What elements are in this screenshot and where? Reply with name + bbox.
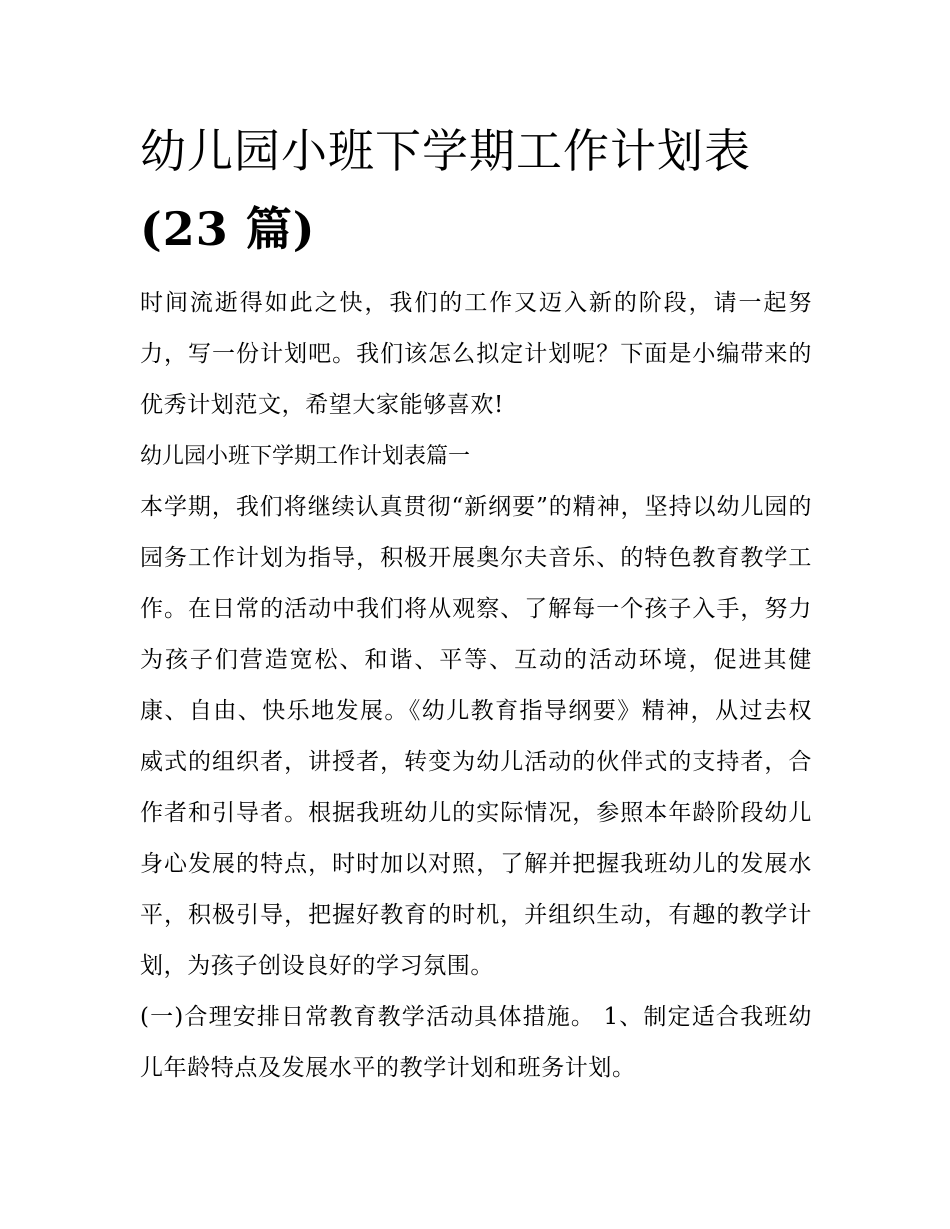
document-page bbox=[140, 112, 812, 1094]
intro-paragraph: 时间流逝得如此之快，我们的工作又迈入新的阶段，请一起努力，写一份计划吧。我们该怎么拟定计划呢？下面是小编带来的优秀计划范文，希望大家能够喜欢! bbox=[140, 290, 812, 418]
document-title-line-1: 幼儿园小班下学期工作计划表 bbox=[140, 124, 751, 178]
document-title bbox=[140, 112, 812, 268]
body-paragraph: 本学期，我们将继续认真贯彻“新纲要”的精神，坚持以幼儿园的园务工作计划为指导，积极开展奥尔夫音乐、的特色教育教学工作。在日常的活动中我们将从观察、了解每一个孩子入手，努力为孩子们营造宽松、和谐、平等、互动的活动环境，促进其健康、自由、快乐地发展。《幼儿教育指导纲要》精神，从过去权威式的组织者，讲授者，转变为幼儿活动的伙伴式的支持者，合作者和引导者。根据我班幼儿的实际情况，参照本年龄阶段幼儿身心发展的特点，时时加以对照，了解并把握我班幼儿的发展水平，积极引导，把握好教育的时机，并组织生动，有趣的教学计划，为孩子创设良好的学习氛围。 bbox=[140, 494, 812, 979]
document-title-line-2: (23 篇) bbox=[140, 202, 316, 256]
measures-paragraph: (一)合理安排日常教育教学活动具体措施。 1、制定适合我班幼儿年龄特点及发展水平的教学计划和班务计划。 bbox=[140, 1004, 812, 1081]
section-heading: 幼儿园小班下学期工作计划表篇一 bbox=[140, 444, 471, 469]
